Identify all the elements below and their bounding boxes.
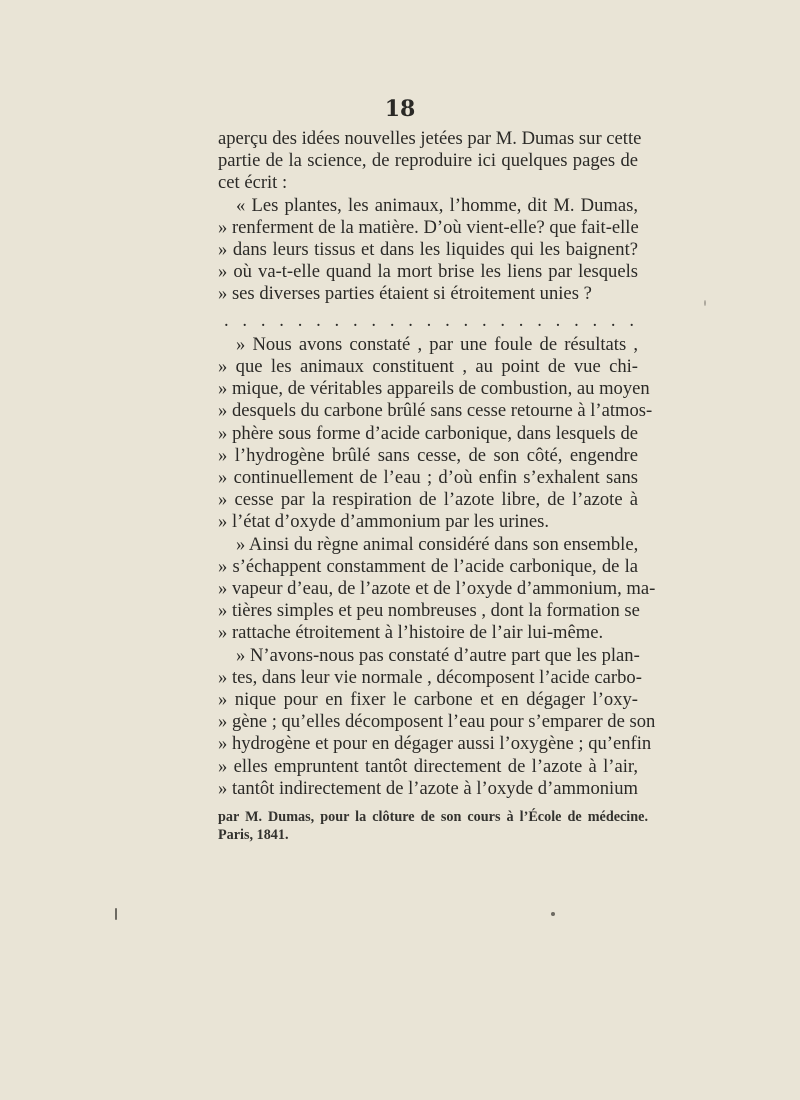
text-line: cet écrit : <box>218 172 288 194</box>
body-text <box>218 128 656 800</box>
text-line: » Ainsi du règne animal considéré dans son ensemble, <box>236 533 639 555</box>
text-line: partie de la science, de reproduire ici quelques pages de <box>218 150 638 172</box>
text-line: » N’avons-nous pas constaté d’autre part que les plan- <box>236 644 640 666</box>
footnote-line: par M. Dumas, pour la clôture de son cours à l’École de médecine. <box>218 809 648 825</box>
text-line: » rattache étroitement à l’histoire de l’air lui-même. <box>218 622 604 644</box>
text-line: » mique, de véritables appareils de combustion, au moyen <box>218 378 650 400</box>
text-line: » tantôt indirectement de l’azote à l’oxyde d’ammonium <box>218 777 638 799</box>
paper-speck <box>704 300 706 306</box>
text-line: » phère sous forme d’acide carbonique, dans lesquels de <box>218 422 638 444</box>
ellipsis-separator: . . . . . . . . . . . . . . . . . . . . . . . <box>224 309 634 331</box>
text-line: » hydrogène et pour en dégager aussi l’oxygène ; qu’enfin <box>218 733 652 755</box>
text-line: » s’échappent constamment de l’acide carbonique, de la <box>218 555 638 577</box>
paper-speck <box>551 912 555 916</box>
text-line: » vapeur d’eau, de l’azote et de l’oxyde d’ammonium, ma- <box>218 578 656 600</box>
text-line: » nique pour en fixer le carbone et en dégager l’oxy- <box>218 689 638 711</box>
page-number: 18 <box>384 96 416 122</box>
text-line: » tes, dans leur vie normale , décomposent l’acide carbo- <box>218 666 642 688</box>
text-line: » que les animaux constituent , au point de vue chi- <box>218 356 638 378</box>
text-line: aperçu des idées nouvelles jetées par M. Dumas sur cette <box>218 128 642 149</box>
text-line: » elles empruntent tantôt directement de l’azote à l’air, <box>218 755 638 777</box>
footnote <box>218 808 648 844</box>
text-line: » où va-t-elle quand la mort brise les liens par lesquels <box>218 261 638 283</box>
text-line: » l’hydrogène brûlé sans cesse, de son côté, engendre <box>218 444 638 466</box>
text-line: « Les plantes, les animaux, l’homme, dit M. Dumas, <box>236 194 638 216</box>
text-line: » tières simples et peu nombreuses , dont la formation se <box>218 600 640 622</box>
footnote-line: Paris, 1841. <box>218 827 289 843</box>
text-line: » ses diverses parties étaient si étroitement unies ? <box>218 283 592 305</box>
text-line: » cesse par la respiration de l’azote libre, de l’azote à <box>218 489 638 511</box>
text-line: » desquels du carbone brûlé sans cesse retourne à l’atmos- <box>218 400 653 422</box>
text-line: » continuellement de l’eau ; d’où enfin s’exhalent sans <box>218 467 638 489</box>
text-line: » renferment de la matière. D’où vient-elle? que fait-elle <box>218 216 639 238</box>
text-line: » gène ; qu’elles décomposent l’eau pour s’emparer de son <box>218 711 656 733</box>
paper-speck <box>115 908 117 920</box>
text-line: » Nous avons constaté , par une foule de résultats , <box>236 333 638 355</box>
text-line: » dans leurs tissus et dans les liquides qui les baignent? <box>218 239 638 261</box>
text-line: » l’état d’oxyde d’ammonium par les urines. <box>218 511 549 533</box>
